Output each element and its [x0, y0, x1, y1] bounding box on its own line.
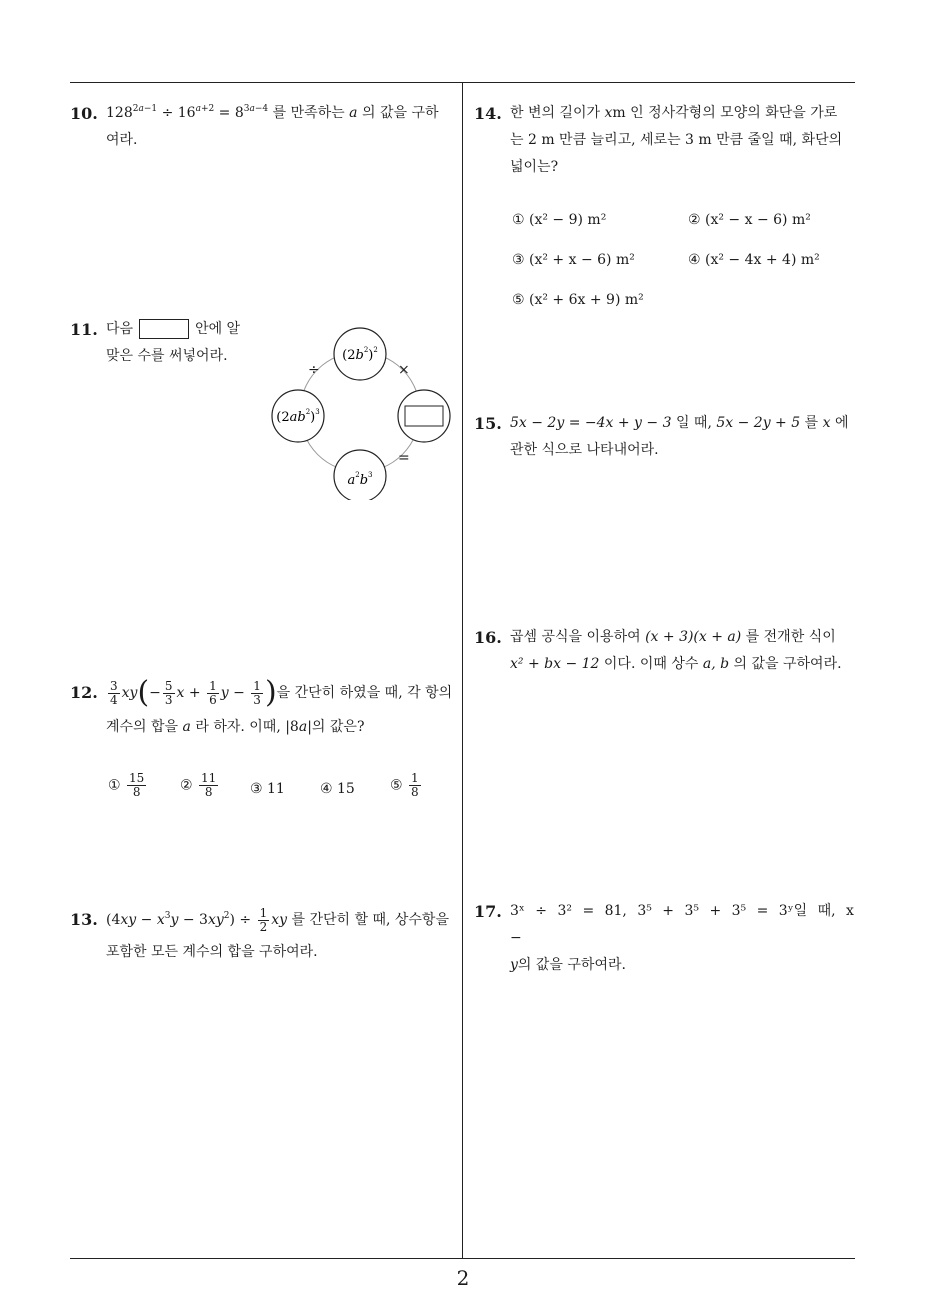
math-expression: 5x − 2y = −4x + y − 3	[510, 415, 672, 431]
problem-text: 3ˣ ÷ 3² = 81, 3⁵ + 3⁵ + 3⁵ = 3ʸ일 때, x − y의 값을 구하여라.	[510, 903, 854, 973]
node-right	[398, 390, 450, 442]
problem-number: 13.	[70, 910, 98, 929]
svg-text:a2b3: $a^2b^3$	[347, 471, 373, 488]
math-expression: $\frac{3}{4}$ xy(− $\frac{5}{3}$ x + $\frac{1}{6}$ y − $\frac{1}{3}$ )	[110, 675, 277, 710]
choice-1[interactable]: ① $\frac{15}{8}$	[108, 771, 145, 799]
problem-15	[474, 410, 860, 464]
problem-text: $\frac{3}{4}$ xy(− $\frac{5}{3}$ x + $\frac{1}{6}$ y − $\frac{1}{3}$ )을 간단히 하였을 때, 각 항의 계수의 합을 a 라 하자. 이때, |8a|의 값은?	[106, 675, 453, 735]
problem-14	[474, 100, 860, 181]
diagram-svg	[268, 320, 460, 500]
choice-1[interactable]: ① (x² − 9) m²	[512, 212, 607, 228]
answer-blank-box	[139, 319, 189, 339]
problem-number: 11.	[70, 320, 98, 339]
math-expression: x² + bx − 12	[510, 656, 600, 672]
problem-text: $128^{2a-1} \div 16^{a+2} = 8^{3a-4}$ 를 만족하는 a 의 값을 구하 여라.	[106, 104, 439, 148]
operation-cycle-diagram	[268, 320, 460, 500]
problem-text: 다음 안에 알 맞은 수를 써넣어라.	[106, 321, 241, 364]
divide-sign: ÷	[308, 362, 320, 378]
svg-text:(2ab2)3: $(2ab^2)^3$	[276, 408, 320, 425]
choice-2[interactable]: ② (x² − x − 6) m²	[688, 212, 811, 228]
problem-text: 한 변의 길이가 xm 인 정사각형의 모양의 화단을 가로 는 2 m 만큼 늘리고, 세로는 3 m 만큼 줄일 때, 화단의 넓이는?	[510, 105, 843, 175]
math-expression: $128^{2a-1} \div 16^{a+2} = 8^{3a-4}$	[106, 104, 269, 121]
problem-16	[474, 624, 860, 678]
problem-17	[474, 898, 860, 979]
problem-13	[70, 904, 460, 968]
problem-text: 5x − 2y = −4x + y − 3 일 때, 5x − 2y + 5 를 x 에 관한 식으로 나타내어라.	[510, 415, 849, 458]
choice-4[interactable]: ④ (x² − 4x + 4) m²	[688, 252, 820, 268]
column-divider	[462, 82, 463, 1259]
problem-number: 14.	[474, 104, 502, 123]
choice-4[interactable]: ④ 15	[320, 781, 355, 797]
math-expression: 5x − 2y + 5	[716, 415, 801, 431]
equals-sign: =	[398, 450, 410, 466]
page-number: 2	[456, 1266, 470, 1290]
choice-3[interactable]: ③ 11	[250, 781, 285, 797]
choice-3[interactable]: ③ (x² + x − 6) m²	[512, 252, 635, 268]
choice-5[interactable]: ⑤ $\frac{1}{8}$	[390, 771, 419, 799]
math-expression: (x + 3)(x + a)	[645, 629, 742, 645]
problem-10	[70, 100, 460, 154]
problem-number: 17.	[474, 902, 502, 921]
problem-11	[70, 316, 270, 370]
problem-number: 10.	[70, 104, 98, 123]
math-expression: $(4xy - x^3y - 3xy^2)$ ÷ $\frac{1}{2}$ xy	[106, 905, 288, 934]
choice-5[interactable]: ⑤ (x² + 6x + 9) m²	[512, 292, 644, 308]
problem-number: 15.	[474, 414, 502, 433]
problem-12	[70, 676, 460, 744]
times-sign: ×	[398, 362, 410, 378]
problem-number: 16.	[474, 628, 502, 647]
bottom-rule	[70, 1258, 855, 1259]
problem-number: 12.	[70, 683, 98, 702]
problem-text: 곱셈 공식을 이용하여 (x + 3)(x + a) 를 전개한 식이 x² + bx − 12 이다. 이때 상수 a, b 의 값을 구하여라.	[510, 629, 842, 672]
problem-text: $(4xy - x^3y - 3xy^2)$ ÷ $\frac{1}{2}$ xy 를 간단히 할 때, 상수항을 포함한 모든 계수의 합을 구하여라.	[106, 905, 449, 960]
choice-2[interactable]: ② $\frac{11}{8}$	[180, 771, 217, 799]
svg-text:(2b2)2: $(2b^2)^2$	[342, 346, 378, 363]
